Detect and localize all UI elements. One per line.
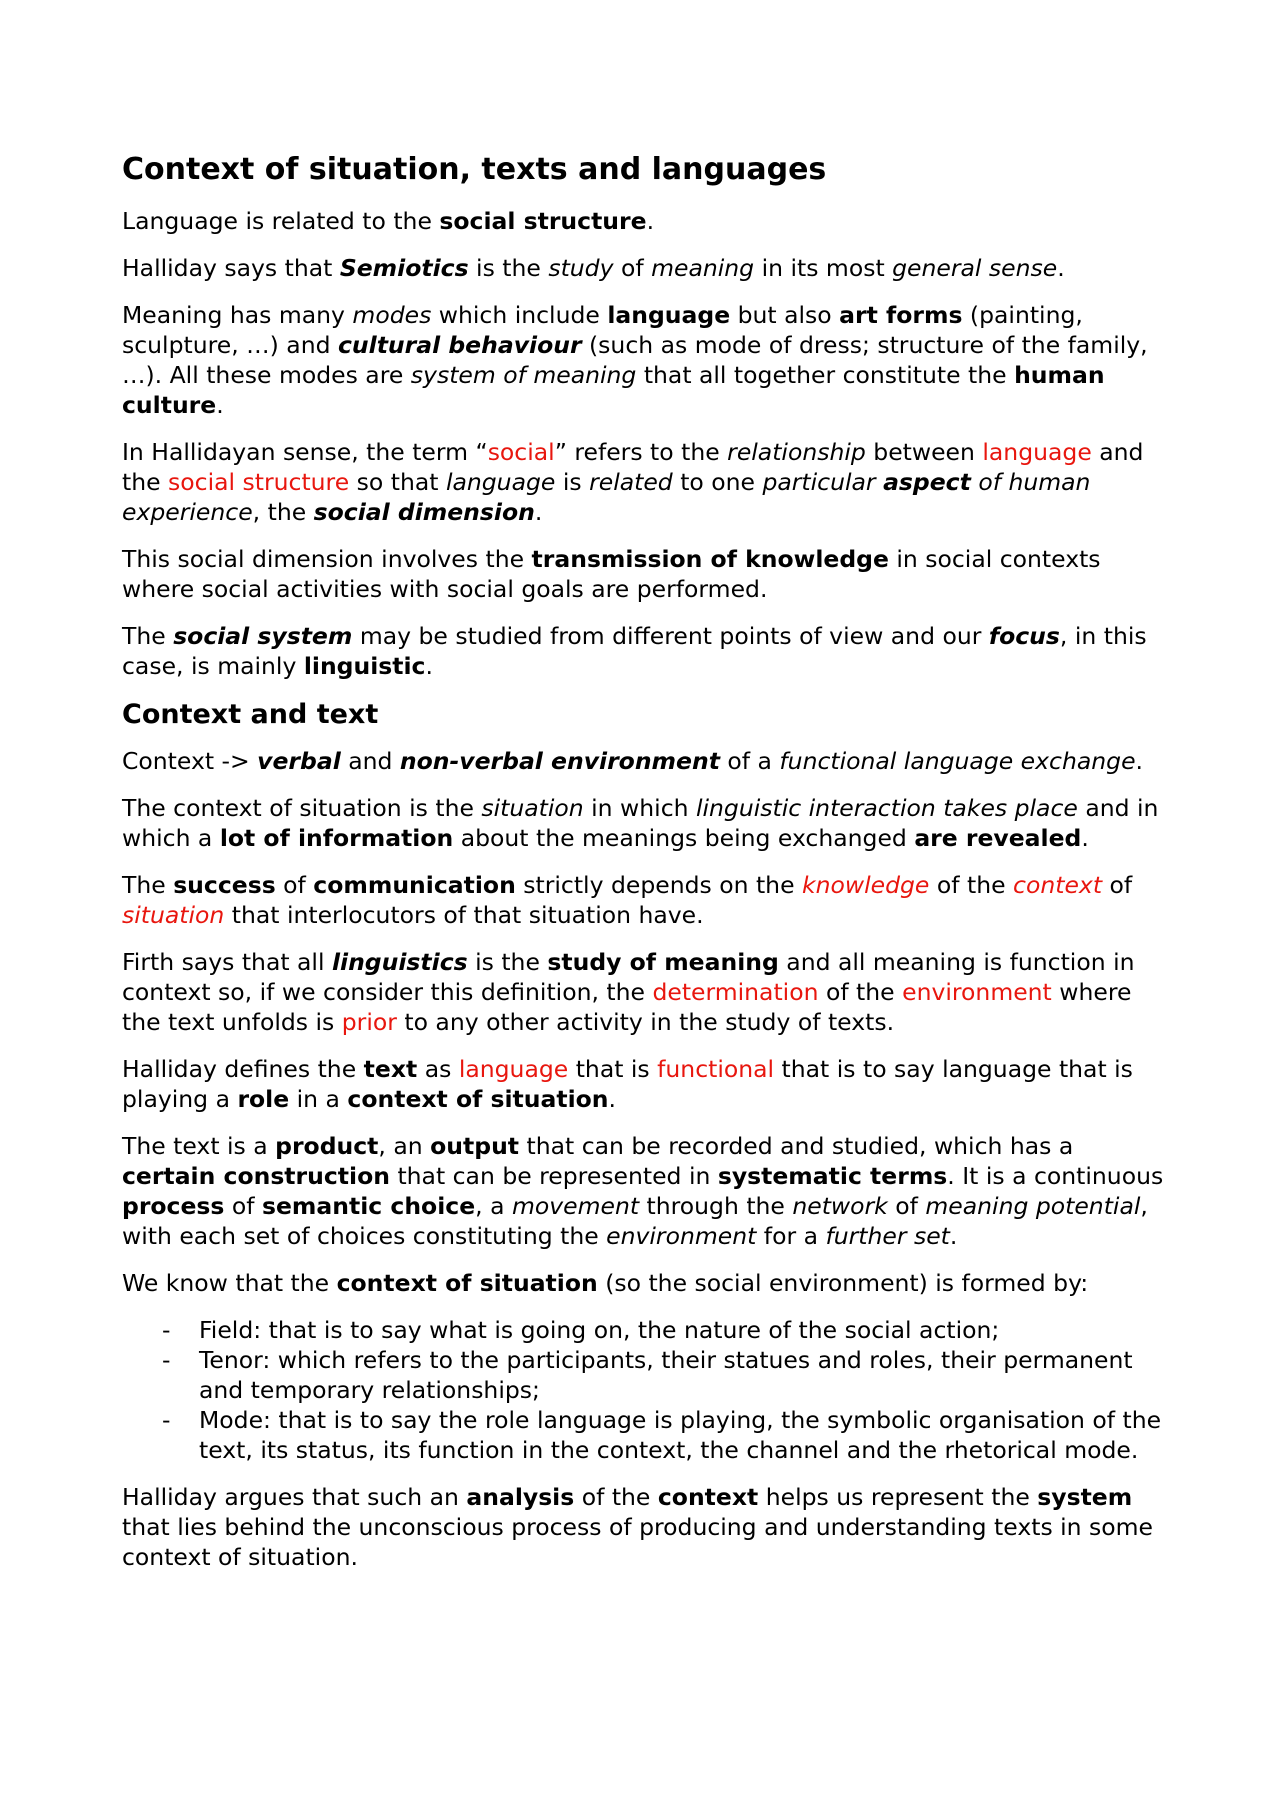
list-item-field: - Field: that is to say what is going on, the nature of the social action; [162, 1316, 1000, 1344]
document-page [122, 152, 1172, 1589]
paragraph-social-dimension: This social dimension involves the transmission of knowledge in social contexts where social activities with social goals are performed. [122, 545, 1101, 603]
section-heading-context-and-text: Context and text [122, 699, 379, 730]
paragraph-text-as-product: The text is a product, an output that can be recorded and studied, which has a certain construction that can be represented in systematic terms. It is a continuous process of semantic choice, a movement through the network of meaning potential, with each set of choices constituting the environment for a further set. [122, 1132, 1164, 1250]
paragraph-formed-by: We know that the context of situation (so the social environment) is formed by: [122, 1269, 1089, 1297]
paragraph-social-structure: Language is related to the social structure. [122, 207, 655, 235]
paragraph-success-of-communication: The success of communication strictly depends on the knowledge of the context of situation that interlocutors of that situation have. [122, 871, 1133, 929]
paragraph-meaning-modes: Meaning has many modes which include language but also art forms (painting, sculpture, …) and cultural behaviour (such as mode of dress; structure of the family, …). All these modes are system of meaning that all together constitute the human culture. [122, 301, 1148, 419]
paragraph-semiotics: Halliday says that Semiotics is the study of meaning in its most general sense. [122, 254, 1065, 282]
paragraph-text-definition: Halliday defines the text as language that is functional that is to say language that is playing a role in a context of situation. [122, 1055, 1133, 1113]
paragraph-hallidayan-sense: In Hallidayan sense, the term “social” refers to the relationship between language and the social structure so that language is related to one particular aspect of human experience, the social dimension. [122, 438, 1144, 526]
page-title: Context of situation, texts and languages [122, 152, 827, 187]
list-item-mode: - Mode: that is to say the role language is playing, the symbolic organisation of the text, its status, its function in the context, the channel and the rhetorical mode. [162, 1406, 1162, 1464]
paragraph-firth: Firth says that all linguistics is the study of meaning and all meaning is function in context so, if we consider this definition, the determination of the environment where the text unfolds is prior to any other activity in the study of texts. [122, 948, 1135, 1036]
paragraph-context-of-situation: The context of situation is the situation in which linguistic interaction takes place and in which a lot of information about the meanings being exchanged are revealed. [122, 794, 1159, 852]
context-components-list [122, 1315, 1172, 1465]
paragraph-social-system: The social system may be studied from different points of view and our focus, in this case, is mainly linguistic. [122, 622, 1147, 680]
list-item-tenor: - Tenor: which refers to the participants, their statues and roles, their permanent and temporary relationships; [162, 1346, 1133, 1404]
paragraph-analysis: Halliday argues that such an analysis of the context helps us represent the system that lies behind the unconscious process of producing and understanding texts in some context of situation. [122, 1483, 1154, 1571]
paragraph-context-definition: Context -> verbal and non-verbal environment of a functional language exchange. [122, 747, 1144, 775]
